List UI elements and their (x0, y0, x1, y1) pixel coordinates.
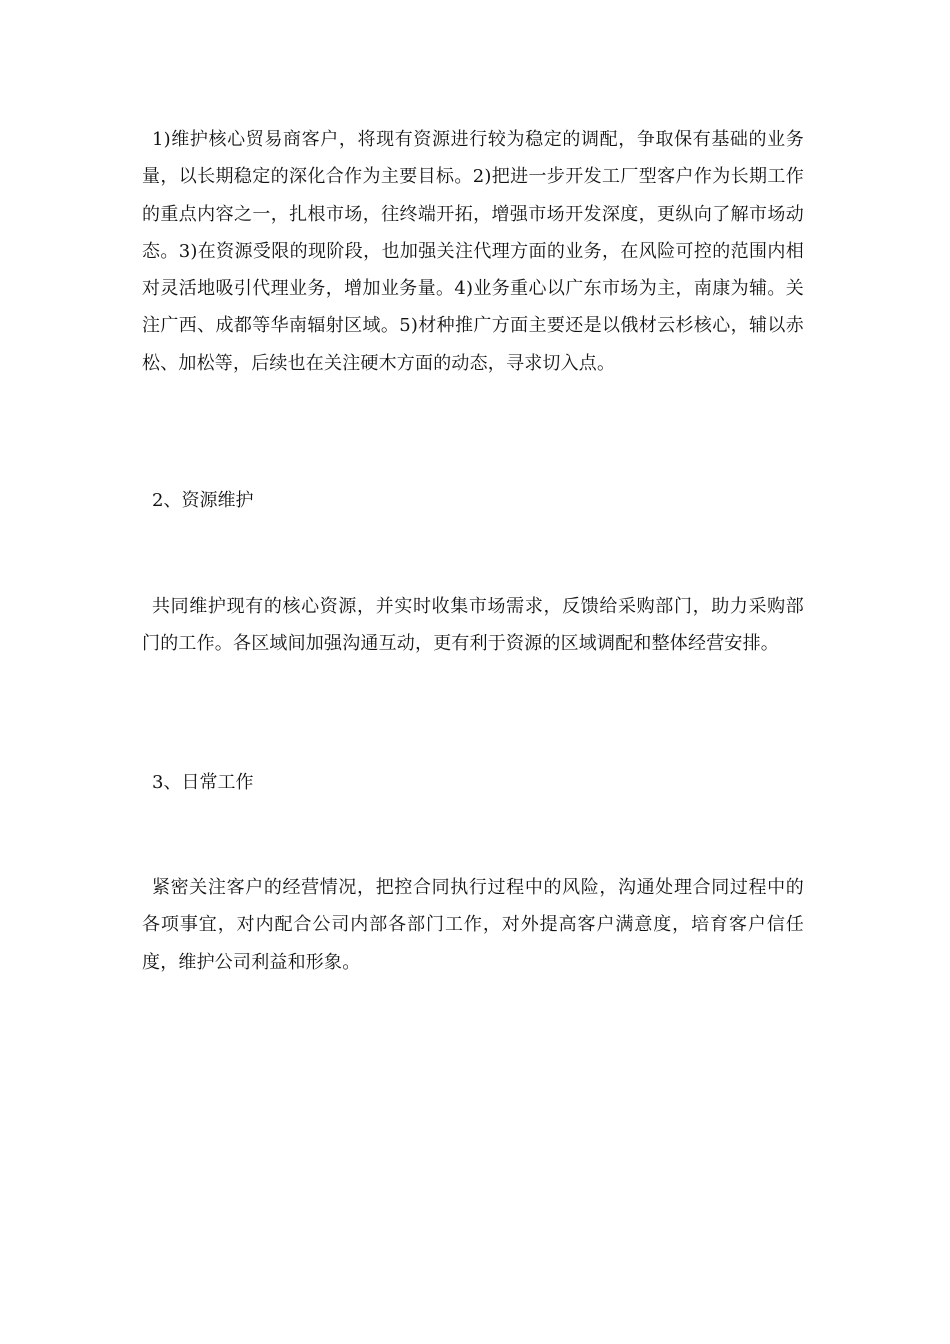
heading-daily-work: 3、日常工作 (152, 772, 254, 793)
paragraph-business-goals: 1)维护核心贸易商客户，将现有资源进行较为稳定的调配，争取保有基础的业务量，以长期稳定的深化合作为主要目标。2)把进一步开发工厂型客户作为长期工作的重点内容之一，扎根市场，往终端开拓，增强市场开发深度，更纵向了解市场动态。3)在资源受限的现阶段，也加强关注代理方面的业务，在风险可控的范围内相对灵活地吸引代理业务，增加业务量。4)业务重心以广东市场为主，南康为辅。关注广西、成都等华南辐射区域。5)材种推广方面主要还是以俄材云杉核心，辅以赤松、加松等，后续也在关注硬木方面的动态，寻求切入点。 (142, 129, 804, 374)
paragraph-daily-work: 紧密关注客户的经营情况，把控合同执行过程中的风险，沟通处理合同过程中的各项事宜，对内配合公司内部各部门工作，对外提高客户满意度，培育客户信任度，维护公司利益和形象。 (142, 877, 804, 973)
heading-resource-maintenance: 2、资源维护 (152, 490, 254, 511)
paragraph-resource-maintenance: 共同维护现有的核心资源，并实时收集市场需求，反馈给采购部门，助力采购部门的工作。各区域间加强沟通互动，更有利于资源的区域调配和整体经营安排。 (142, 596, 804, 655)
